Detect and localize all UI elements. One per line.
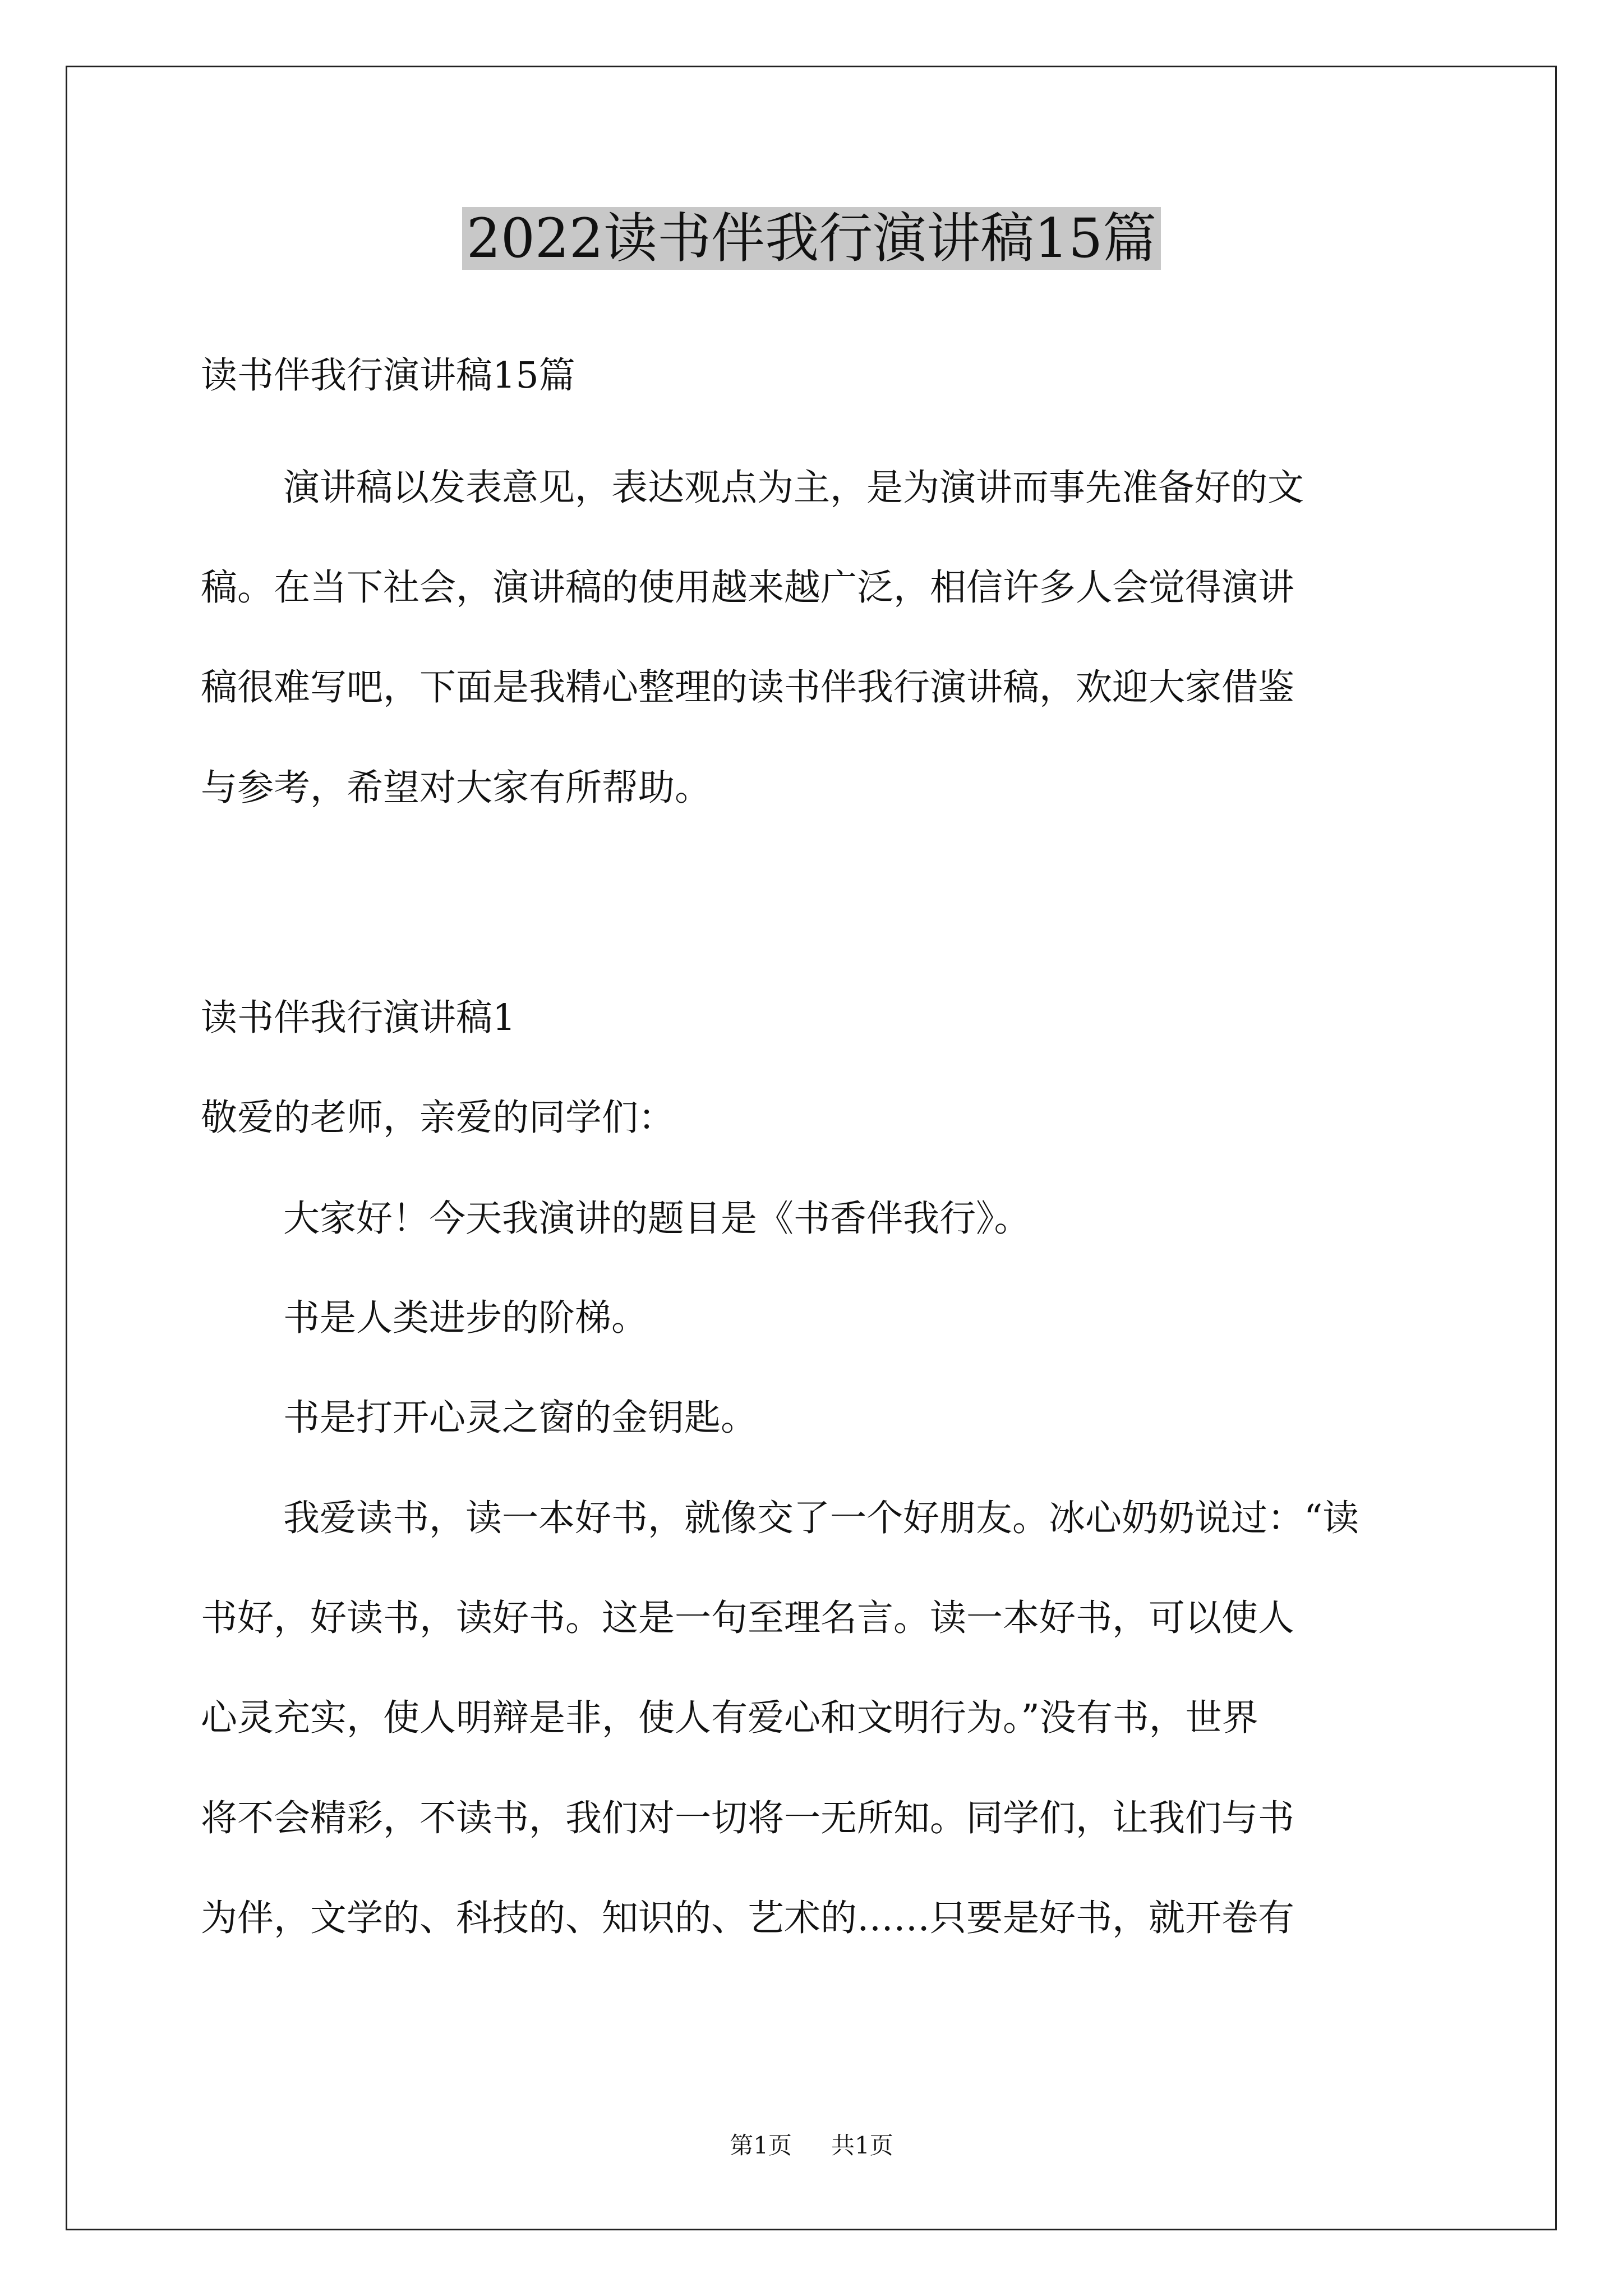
section-heading: 读书伴我行演讲稿1 bbox=[201, 997, 516, 1039]
body-line-5: 为伴，文学的、科技的、知识的、艺术的……只要是好书，就开卷有 bbox=[201, 1897, 1295, 1939]
paragraph-ladder: 书是人类进步的阶梯。 bbox=[283, 1297, 648, 1339]
body-line-3: 心灵充实，使人明辩是非，使人有爱心和文明行为。”没有书，世界 bbox=[201, 1697, 1258, 1739]
intro-line-3: 稿很难写吧，下面是我精心整理的读书伴我行演讲稿，欢迎大家借鉴 bbox=[201, 666, 1295, 708]
page-footer bbox=[0, 2129, 1623, 2162]
salutation: 敬爱的老师，亲爱的同学们： bbox=[201, 1097, 675, 1139]
page-number-current: 第1页 bbox=[730, 2132, 792, 2159]
page-number-total: 共1页 bbox=[831, 2132, 893, 2159]
paragraph-key: 书是打开心灵之窗的金钥匙。 bbox=[283, 1397, 758, 1439]
paragraph-greeting: 大家好！今天我演讲的题目是《书香伴我行》。 bbox=[283, 1198, 1031, 1240]
document-title-text: 2022读书伴我行演讲稿15篇 bbox=[462, 207, 1161, 270]
intro-line-1: 演讲稿以发表意见，表达观点为主，是为演讲而事先准备好的文 bbox=[283, 467, 1304, 509]
body-line-1: 我爱读书，读一本好书，就像交了一个好朋友。冰心奶奶说过：“读 bbox=[283, 1497, 1359, 1539]
intro-line-2: 稿。在当下社会，演讲稿的使用越来越广泛，相信许多人会觉得演讲 bbox=[201, 567, 1295, 609]
intro-line-4: 与参考，希望对大家有所帮助。 bbox=[201, 767, 712, 809]
body-line-2: 书好，好读书，读好书。这是一句至理名言。读一本好书，可以使人 bbox=[201, 1597, 1295, 1639]
body-line-4: 将不会精彩，不读书，我们对一切将一无所知。同学们，让我们与书 bbox=[201, 1797, 1295, 1839]
document-title bbox=[0, 202, 1623, 275]
document-subtitle: 读书伴我行演讲稿15篇 bbox=[201, 355, 575, 397]
